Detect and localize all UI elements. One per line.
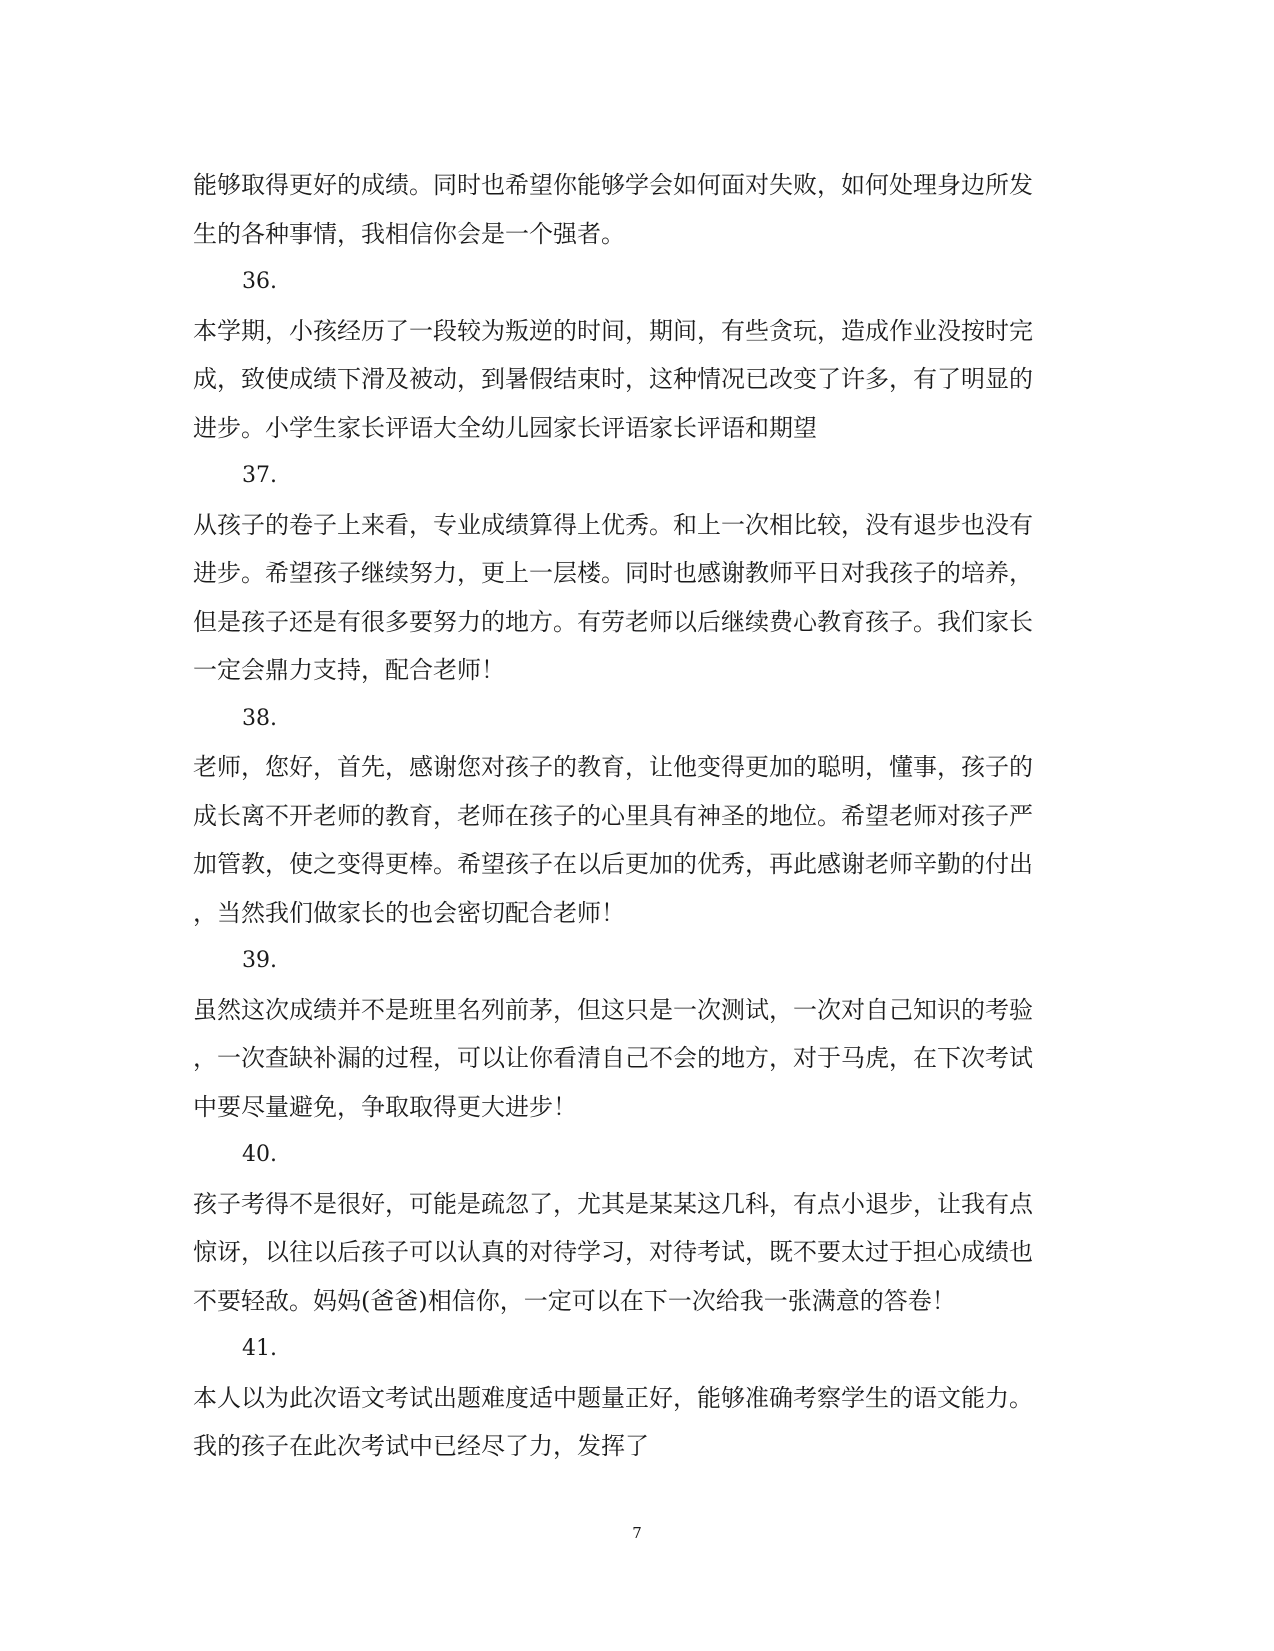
entry-number-40: 40. <box>242 1142 277 1167</box>
entry-number-38: 38. <box>242 705 277 731</box>
entry-number-36: 36. <box>242 269 277 294</box>
entry-text-39: 虽然这次成绩并不是班里名列前茅，但这只是一次测试，一次对自己知识的考验 ，一次查缺补漏的过程，可以让你看清自己不会的地方，对于马虎，在下次考试 中要尽量避免，争取取得更大进步！ <box>193 995 1033 1121</box>
entry-number-41: 41. <box>242 1336 277 1361</box>
entry-text-40: 孩子考得不是很好，可能是疏忽了，尤其是某某这几科，有点小退步，让我有点 惊讶，以往以后孩子可以认真的对待学习，对待考试，既不要太过于担心成绩也 不要轻敌。妈妈(爸爸)相信你，一定可以在下一次给我一张满意的答卷！ <box>193 1189 1033 1315</box>
entry-text-41: 本人以为此次语文考试出题难度适中题量正好，能够准确考察学生的语文能力。 我的孩子在此次考试中已经尽了力，发挥了 <box>193 1383 1033 1460</box>
paragraph-continued-1: 能够取得更好的成绩。同时也希望你能够学会如何面对失败，如何处理身边所发 生的各种事情，我相信你会是一个强者。 <box>193 171 1033 248</box>
page-number: 7 <box>632 1524 642 1542</box>
entry-text-37: 从孩子的卷子上来看，专业成绩算得上优秀。和上一次相比较，没有退步也没有 进步。希望孩子继续努力，更上一层楼。同时也感谢教师平日对我孩子的培养， 但是孩子还是有很多要努力的地方。有劳老师以后继续费心教育孩子。我们家长 一定会鼎力支持，配合老师！ <box>193 510 1033 684</box>
entry-text-38: 老师，您好，首先，感谢您对孩子的教育，让他变得更加的聪明，懂事，孩子的 成长离不开老师的教育，老师在孩子的心里具有神圣的地位。希望老师对孩子严 加管教，使之变得更棒。希望孩子在以后更加的优秀，再此感谢老师辛勤的付出 ，当然我们做家长的也会密切配合老师！ <box>193 753 1033 927</box>
document-body <box>193 161 1083 1471</box>
entry-number-37: 37. <box>242 463 277 488</box>
entry-number-39: 39. <box>242 948 277 973</box>
entry-text-36: 本学期，小孩经历了一段较为叛逆的时间，期间，有些贪玩，造成作业没按时完 成，致使成绩下滑及被动，到暑假结束时，这种情况已改变了许多，有了明显的 进步。小学生家长评语大全幼儿园家长评语家长评语和期望 <box>193 316 1033 442</box>
